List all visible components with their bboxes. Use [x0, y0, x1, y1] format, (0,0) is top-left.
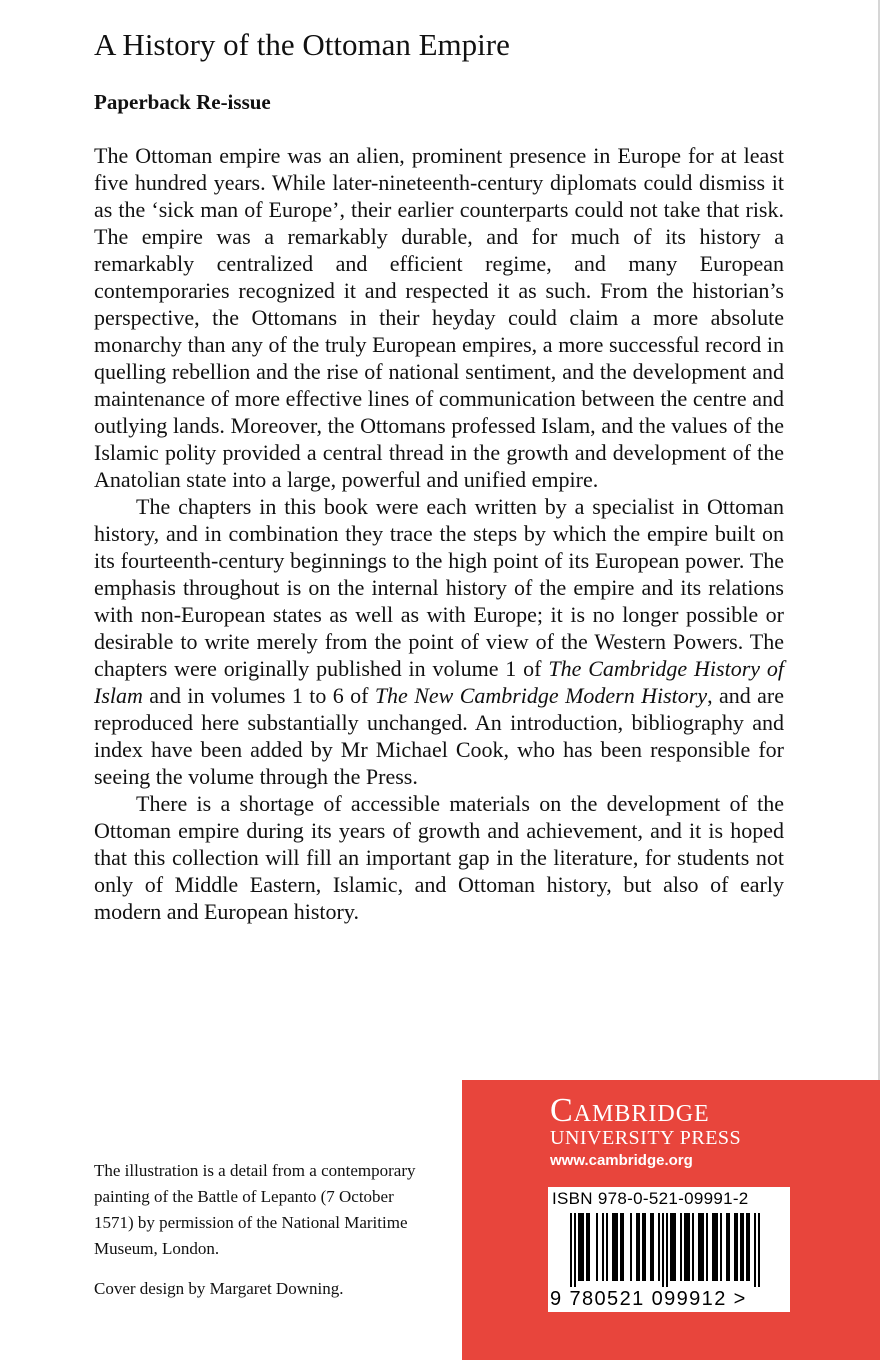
- edition-label: Paperback Re-issue: [94, 90, 271, 114]
- blurb-paragraph: [94, 493, 784, 790]
- book-reference: The Cambridge History of Islam: [94, 656, 784, 708]
- barcode-bar: [602, 1213, 604, 1281]
- barcode-bar: [726, 1213, 730, 1281]
- blurb-text: , and are reproduced here substantially unchanged. An introduction, bibliography and index have been added by Mr Michael Cook, who has been responsible for seeing the volume through the Press.: [94, 683, 784, 789]
- barcode-bar: [620, 1213, 624, 1281]
- barcode-bar: [670, 1213, 676, 1281]
- publisher-subname: UNIVERSITY PRESS: [550, 1127, 742, 1149]
- barcode-digits: 9 780521 099912 >: [550, 1288, 747, 1310]
- cover-credits: [94, 1158, 436, 1302]
- barcode-bar: [746, 1213, 750, 1281]
- blurb-text: and in volumes 1 to 6 of: [142, 683, 375, 708]
- barcode-bar: [636, 1213, 640, 1281]
- barcode-bar: [666, 1213, 668, 1287]
- barcode-bar: [712, 1213, 718, 1281]
- barcode-bar: [734, 1213, 738, 1281]
- barcode-bar: [684, 1213, 690, 1281]
- barcode-bar: [658, 1213, 660, 1281]
- barcode-bar: [740, 1213, 744, 1281]
- barcode-bar: [758, 1213, 760, 1287]
- book-reference: The New Cambridge Modern History: [374, 683, 708, 708]
- barcode-bar: [596, 1213, 598, 1281]
- blurb-paragraph: There is a shortage of accessible materials on the development of the Ottoman empire during its years of growth and achievement, and it is hoped that this collection will fill an important gap in the literature, for students not only of Middle Eastern, Islamic, and Ottoman history, but also of early modern and European history.: [94, 791, 784, 924]
- blurb-paragraph: The Ottoman empire was an alien, prominent presence in Europe for at least five hundred years. While later-nineteenth-century diplomats could dismiss it as the ‘sick man of Europe’, their earlier counterparts could not take that risk. The empire was a remarkably durable, and for much of its history a remarkably centralized and efficient regime, and many European contemporaries recognized it and respected it as such. From the historian’s perspective, the Ottomans in their heyday could claim a more absolute monarchy than any of the truly European empires, a more successful record in quelling rebellion and the rise of national sentiment, and the development and maintenance of more effective lines of communication between the centre and outlying lands. Moreover, the Ottomans professed Islam, and the values of the Islamic polity provided a central thread in the growth and development of the Anatolian state into a large, powerful and unified empire.: [94, 143, 784, 492]
- barcode-bar: [630, 1213, 632, 1281]
- barcode-bar: [706, 1213, 708, 1281]
- blurb-text: The chapters in this book were each written by a specialist in Ottoman history, and in combination they trace the steps by which the empire built on its fourteenth-century beginnings to the high point of its European power. The emphasis throughout is on the internal history of the empire and its relations with non-European states as well as with Europe; it is no longer possible or desirable to write merely from the point of view of the Western Powers. The chapters were originally published in volume 1 of: [94, 494, 784, 681]
- publisher-name: Cambridge: [550, 1092, 710, 1129]
- barcode-bar: [606, 1213, 608, 1281]
- barcode-bar: [662, 1213, 664, 1287]
- illustration-credit: The illustration is a detail from a contemporary painting of the Battle of Lepanto (7 October 1571) by permission of the National Maritime Museum, London.: [94, 1161, 416, 1258]
- publisher-panel: [462, 1080, 880, 1360]
- barcode-box: [548, 1187, 790, 1312]
- barcode-bar: [642, 1213, 646, 1281]
- isbn-label: ISBN 978-0-521-09991-2: [552, 1189, 749, 1208]
- design-credit: Cover design by Margaret Downing.: [94, 1279, 344, 1298]
- barcode-bar: [570, 1213, 572, 1287]
- blurb: [94, 142, 784, 925]
- barcode-bar: [578, 1213, 584, 1281]
- barcode-bar: [586, 1213, 590, 1281]
- barcode-bar: [720, 1213, 722, 1281]
- barcode-bar: [650, 1213, 654, 1281]
- barcode-bar: [692, 1213, 694, 1281]
- book-title: A History of the Ottoman Empire: [94, 27, 510, 62]
- barcode-icon: [552, 1213, 786, 1287]
- barcode-bar: [754, 1213, 756, 1287]
- publisher-url: www.cambridge.org: [550, 1152, 693, 1169]
- barcode-bar: [574, 1213, 576, 1287]
- barcode-bar: [680, 1213, 682, 1281]
- barcode-bar: [698, 1213, 704, 1281]
- barcode-bar: [612, 1213, 618, 1281]
